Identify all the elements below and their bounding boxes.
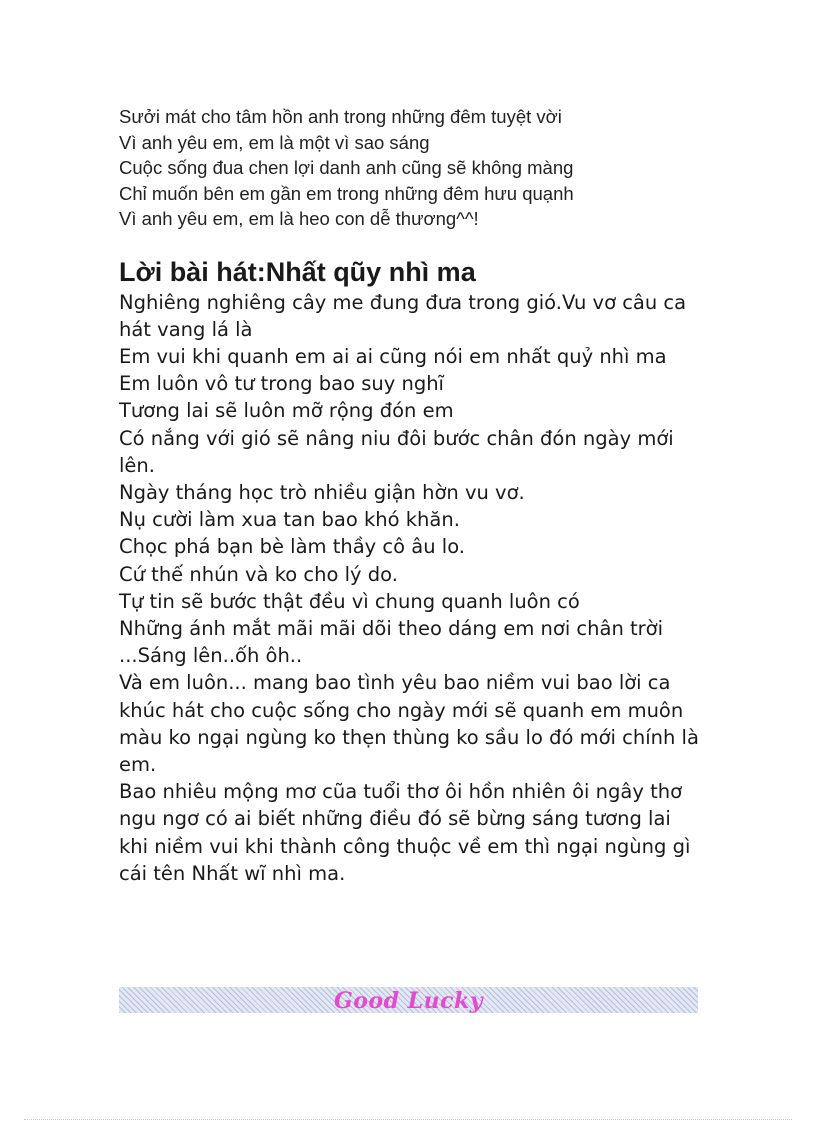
good-luck-banner: [119, 987, 698, 1013]
song-title: Lời bài hát:Nhất qũy nhì ma: [119, 256, 476, 287]
lyric-line: Tương lai sẽ luôn mỡ rộng đón em: [119, 399, 454, 423]
banner-text: Good Lucky: [333, 988, 484, 1014]
intro-line: Chỉ muốn bên em gần em trong những đêm hưu quạnh: [119, 182, 574, 204]
intro-line: Sưởi mát cho tâm hồn anh trong những đêm tuyệt vời: [119, 106, 562, 127]
intro-line: Vì anh yêu em, em là một vì sao sáng: [119, 131, 430, 153]
lyric-line: Em vui khi quanh em ai ai cũng nói em nhất quỷ nhì ma: [119, 344, 667, 368]
lyric-line: Chọc phá bạn bè làm thầy cô âu lo.: [119, 535, 465, 559]
lyric-line: Và em luôn... mang bao tình yêu bao niềm vui bao lời ca khúc hát cho cuộc sống cho ngày mới sẽ quanh em muôn màu ko ngại ngùng ko thẹn thùng ko sầu lo đó mới chính là em.: [119, 671, 699, 776]
lyric-line: ...Sáng lên..ốh ôh..: [119, 644, 303, 668]
lyric-line: Ngày tháng học trò nhiều giận hờn vu vơ.: [119, 480, 525, 504]
song-lyrics: [119, 289, 699, 887]
document-page: [119, 104, 699, 887]
intro-verse: [119, 104, 699, 232]
lyric-line: Có nắng với gió sẽ nâng niu đôi bước chân đón ngày mới lên.: [119, 426, 674, 477]
lyric-line: Những ánh mắt mãi mãi dõi theo dáng em nơi chân trời: [119, 616, 664, 640]
lyric-line: Bao nhiêu mộng mơ cũa tuổi thơ ôi hồn nhiên ôi ngây thơ ngu ngơ có ai biết những điều đó sẽ bừng sáng tương lai khi niềm vui khi thành công thuộc về em thì ngại ngùng gì cái tên Nhất wĩ nhì ma.: [119, 780, 691, 885]
intro-line: Vì anh yêu em, em là heo con dễ thương^^!: [119, 208, 479, 229]
intro-line: Cuộc sống đua chen lợi danh anh cũng sẽ không màng: [119, 157, 574, 178]
page-footer-divider: [24, 1119, 792, 1120]
lyric-line: Em luôn vô tư trong bao suy nghĩ: [119, 372, 444, 396]
lyric-line: Tự tin sẽ bước thật đều vì chung quanh luôn có: [119, 589, 580, 613]
lyric-line: Cứ thế nhún và ko cho lý do.: [119, 562, 398, 586]
lyric-line: Nụ cười làm xua tan bao khó khăn.: [119, 508, 460, 532]
lyric-line: Nghiêng nghiêng cây me đung đưa trong gió.Vu vơ câu ca hát vang lá là: [119, 290, 687, 341]
